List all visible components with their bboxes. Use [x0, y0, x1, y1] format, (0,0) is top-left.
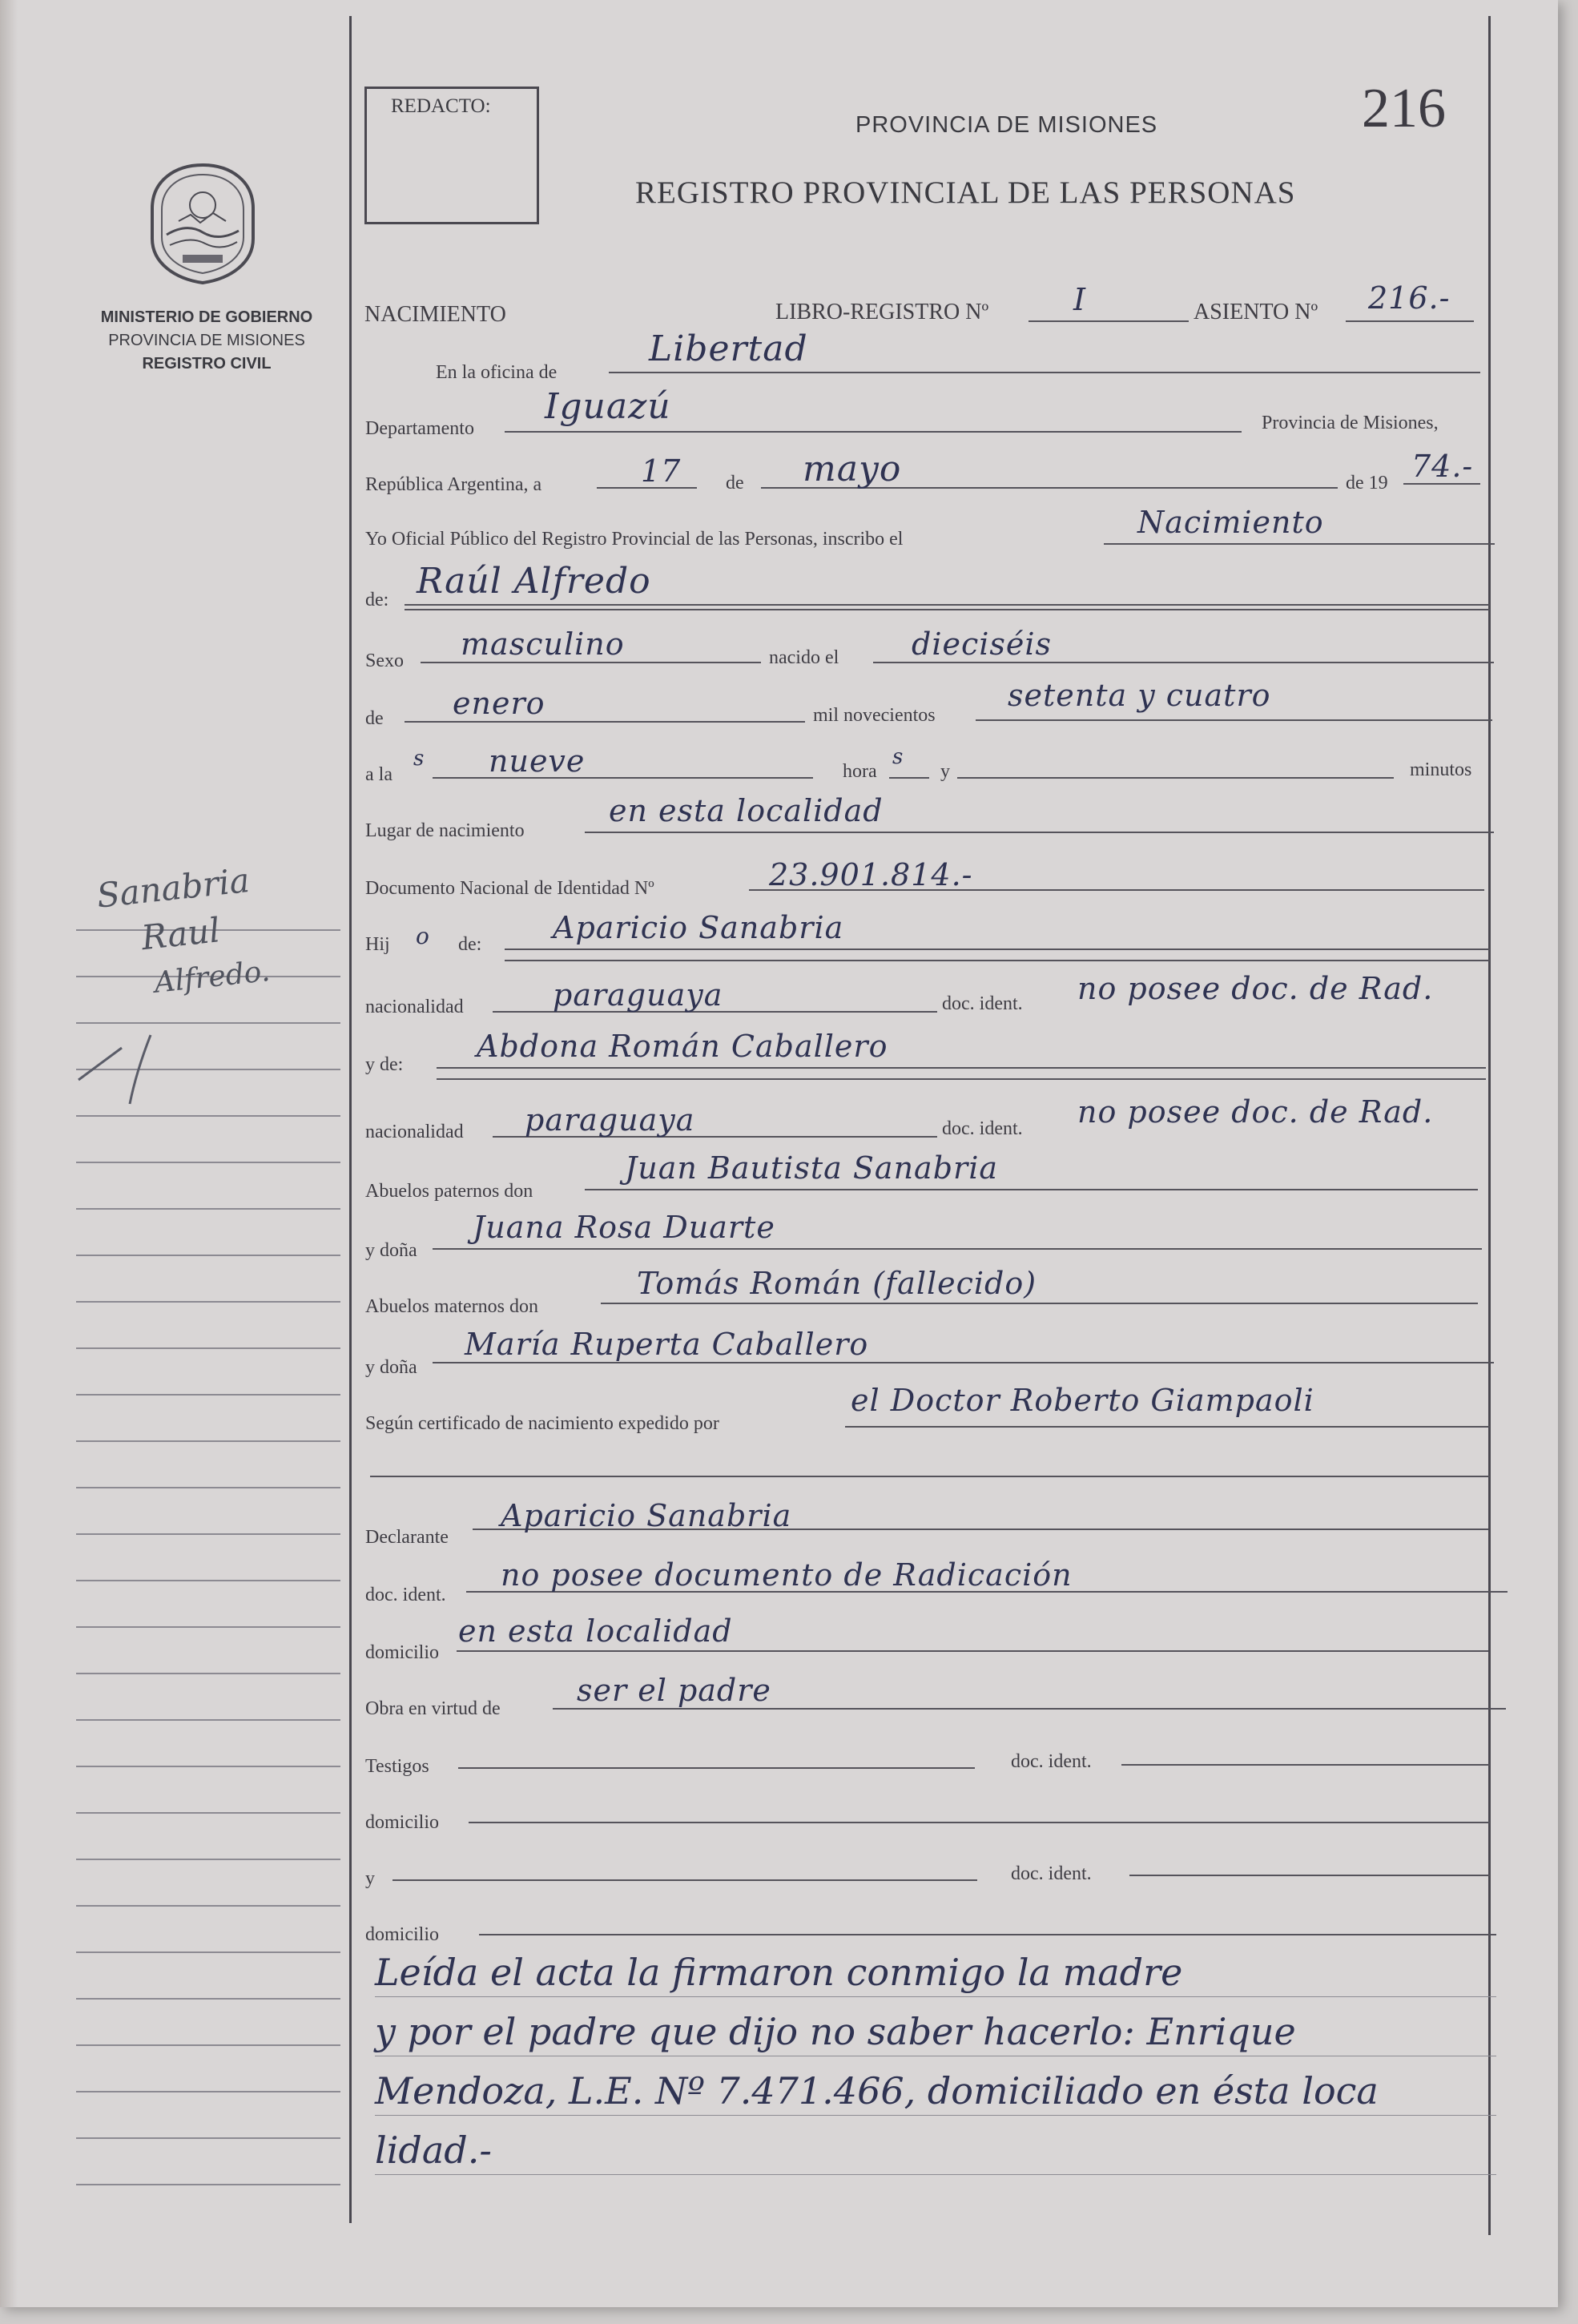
- closing-notes: [375, 1943, 1496, 2180]
- oficina-label: En la oficina de: [436, 362, 558, 383]
- ministry-block: [78, 306, 335, 376]
- margin-note-name2: Alfredo.: [152, 954, 272, 1000]
- docident5-label: doc. ident.: [1011, 1863, 1092, 1884]
- notes-line-1: Leída el acta la firmaron conmigo la madre: [375, 1951, 1183, 1994]
- nac2-value: paraguaya: [525, 1102, 695, 1138]
- oficina-value: Libertad: [649, 328, 808, 369]
- segun-label: Según certificado de nacimiento expedido por: [365, 1413, 719, 1434]
- ydona1-label: y doña: [365, 1240, 417, 1261]
- asiento-label: ASIENTO Nº: [1194, 300, 1318, 324]
- hora-label: hora: [843, 761, 877, 782]
- testigos-label: Testigos: [365, 1756, 429, 1777]
- provincia-label: Provincia de Misiones,: [1262, 413, 1439, 433]
- notes-line-4: lidad.-: [375, 2129, 492, 2172]
- hora-value: nueve: [489, 743, 586, 779]
- abuelo-mat-value: Tomás Román (fallecido): [637, 1266, 1037, 1301]
- hijo-label: Hij: [365, 934, 390, 955]
- nombre-value: Raúl Alfredo: [417, 561, 651, 602]
- anio-value: setenta y cuatro: [1008, 678, 1271, 713]
- hora-mark: s: [892, 745, 904, 769]
- abuelo-pat-value: Juan Bautista Sanabria: [625, 1150, 999, 1186]
- segun-value: el Doctor Roberto Giampaoli: [851, 1383, 1314, 1418]
- nombre-label: de:: [365, 590, 389, 610]
- margin-note-surname: Sanabria: [95, 860, 252, 916]
- doc2-value: no posee doc. de Rad.: [1077, 1094, 1434, 1130]
- redacto-label: REDACTO:: [391, 95, 491, 117]
- padre-value: Aparicio Sanabria: [553, 910, 844, 945]
- republica-label: República Argentina, a: [365, 474, 542, 495]
- domicilio-value: en esta localidad: [458, 1613, 733, 1649]
- departamento-label: Departamento: [365, 418, 474, 439]
- sexo-value: masculino: [461, 626, 625, 662]
- doc3-value: no posee documento de Radicación: [501, 1557, 1073, 1593]
- notes-line-2: y por el padre que dijo no saber hacerlo: Enrique: [375, 2010, 1296, 2053]
- minutos-label: minutos: [1410, 759, 1472, 780]
- year-label: de 19: [1346, 473, 1388, 493]
- libro-label: LIBRO-REGISTRO Nº: [775, 300, 989, 324]
- y-label: y: [940, 761, 950, 782]
- docident3-label: doc. ident.: [365, 1585, 446, 1605]
- dni-value: 23.901.814.-: [769, 857, 973, 892]
- docident-label: doc. ident.: [942, 993, 1023, 1014]
- declarante-value: Aparicio Sanabria: [501, 1498, 792, 1533]
- abuelos-mat-label: Abuelos maternos don: [365, 1296, 538, 1317]
- nac2-label: nacionalidad: [365, 1122, 464, 1142]
- ministry-line1: MINISTERIO DE GOBIERNO: [100, 308, 313, 326]
- nac1-value: paraguaya: [553, 977, 723, 1013]
- madre-value: Abdona Román Caballero: [477, 1029, 888, 1064]
- binding-shadow: [0, 0, 18, 2307]
- doc1-value: no posee doc. de Rad.: [1077, 971, 1434, 1006]
- abuela-mat-value: María Ruperta Caballero: [465, 1327, 869, 1362]
- right-margin-rule: [1488, 16, 1491, 2235]
- lugar-label: Lugar de nacimiento: [365, 820, 525, 841]
- a-la-label: a la: [365, 764, 392, 785]
- redacto-box: [364, 87, 539, 224]
- hijo-de-label: de:: [458, 934, 482, 955]
- docident2-label: doc. ident.: [942, 1118, 1023, 1139]
- hijo-mark: o: [416, 923, 430, 949]
- oficial-value: Nacimiento: [1137, 505, 1324, 540]
- docident4-label: doc. ident.: [1011, 1751, 1092, 1772]
- mes-value: enero: [453, 686, 545, 721]
- nacido-value: dieciséis: [912, 626, 1053, 662]
- de-mes-label: de: [365, 708, 384, 729]
- libro-value: I: [1073, 282, 1087, 317]
- domicilio3-label: domicilio: [365, 1924, 439, 1945]
- obra-value: ser el padre: [577, 1673, 771, 1708]
- ydona2-label: y doña: [365, 1357, 417, 1378]
- month-value: mayo: [803, 449, 902, 489]
- registry-title: REGISTRO PROVINCIAL DE LAS PERSONAS: [635, 175, 1296, 210]
- nac1-label: nacionalidad: [365, 997, 464, 1017]
- dni-label: Documento Nacional de Identidad Nº: [365, 878, 654, 899]
- province-heading: PROVINCIA DE MISIONES: [855, 112, 1158, 138]
- declarante-label: Declarante: [365, 1527, 449, 1548]
- lugar-value: en esta localidad: [609, 793, 884, 828]
- provincial-seal-icon: [143, 159, 263, 287]
- mil-label: mil novecientos: [813, 705, 936, 726]
- day-value: 17: [641, 453, 682, 489]
- abuelos-pat-label: Abuelos paternos don: [365, 1181, 533, 1202]
- page-number: 216: [1362, 78, 1446, 139]
- asiento-value: 216.-: [1368, 280, 1451, 316]
- obra-label: Obra en virtud de: [365, 1698, 501, 1719]
- y2-label: y: [365, 1868, 375, 1889]
- year-value: 74.-: [1411, 449, 1474, 484]
- departamento-value: Iguazú: [545, 386, 671, 427]
- left-margin-rule: [349, 16, 352, 2223]
- yde-label: y de:: [365, 1054, 404, 1075]
- nacido-label: nacido el: [769, 647, 839, 668]
- domicilio2-label: domicilio: [365, 1812, 439, 1833]
- sexo-label: Sexo: [365, 650, 404, 671]
- domicilio-label: domicilio: [365, 1642, 439, 1663]
- margin-note: [95, 856, 272, 1012]
- ministry-line3: REGISTRO CIVIL: [142, 355, 272, 373]
- margin-note-name1: Raul: [139, 910, 222, 958]
- ministry-line2: PROVINCIA DE MISIONES: [108, 332, 305, 349]
- margin-check-mark-icon: [74, 1016, 194, 1112]
- notes-line-3: Mendoza, L.E. Nº 7.471.466, domiciliado en ésta loca: [375, 2069, 1379, 2113]
- a-la-mark: s: [413, 747, 425, 771]
- oficial-label: Yo Oficial Público del Registro Provincial de las Personas, inscribo el: [365, 529, 904, 550]
- de-label: de: [726, 473, 744, 493]
- abuela-pat-value: Juana Rosa Duarte: [473, 1210, 775, 1245]
- act-type: NACIMIENTO: [364, 302, 506, 327]
